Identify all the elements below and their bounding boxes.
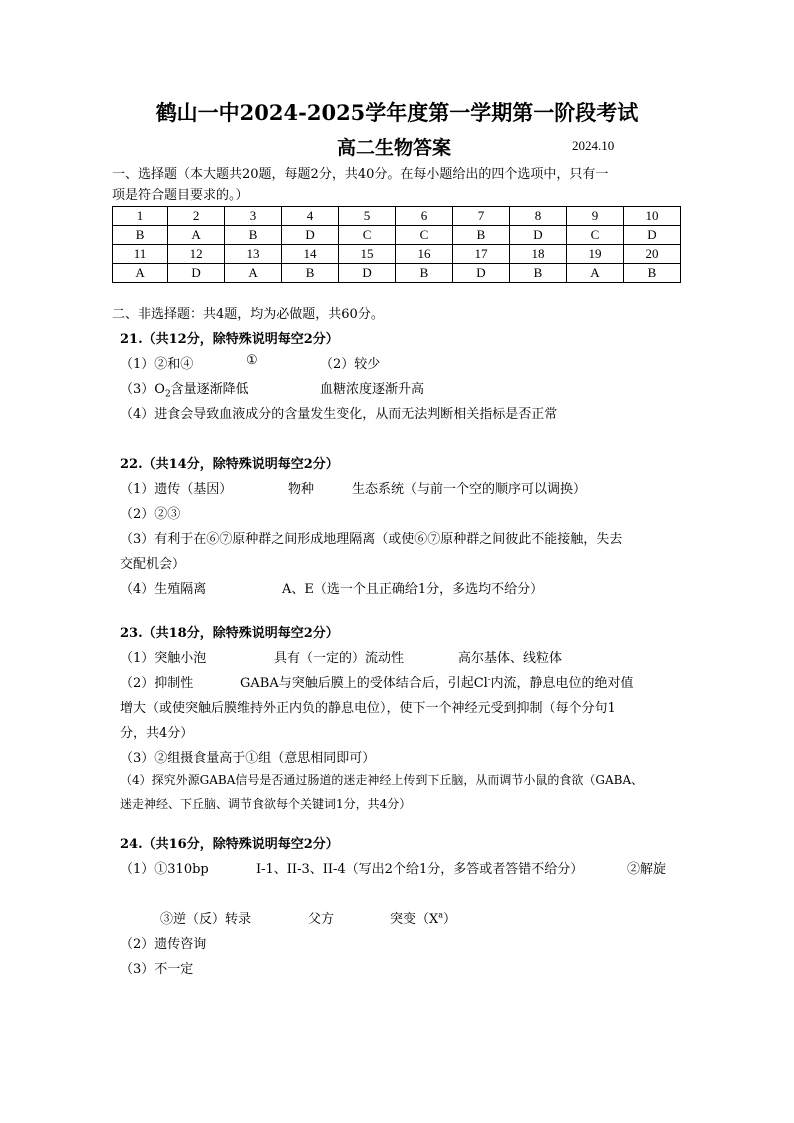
part2-intro: 二、非选择题：共4题，均为必做题，共60分。	[112, 307, 384, 322]
q21-answer-1a: （1）②和④	[120, 357, 194, 372]
table-cell: 5	[339, 207, 396, 226]
q22-answer-1b: 物种	[288, 482, 315, 497]
table-cell: 20	[623, 245, 680, 264]
q21-answer-1b: ①	[246, 353, 258, 368]
q23-answer-2-line2: 增大（或使突触后膜维持外正内负的静息电位），使下一个神经元受到抑制（每个分句1	[120, 701, 616, 716]
exam-date: 2024.10	[572, 138, 615, 153]
q23-answer-2b	[240, 672, 634, 691]
table-cell: 19	[566, 245, 623, 264]
q23-answer-2-line3: 分，共4分）	[120, 726, 194, 741]
q24-answer-1f	[390, 908, 456, 927]
table-row	[113, 245, 681, 264]
table-cell: D	[168, 264, 225, 283]
q21-header: 21.（共12分，除特殊说明每空2分）	[120, 332, 339, 347]
q21-answer-3a-text: （3）O	[120, 382, 165, 397]
table-cell: C	[396, 226, 453, 245]
table-cell: 7	[453, 207, 510, 226]
table-cell: A	[168, 226, 225, 245]
table-cell: D	[339, 264, 396, 283]
chloride-superscript: -	[487, 674, 491, 684]
table-cell: A	[113, 264, 168, 283]
table-cell: 8	[509, 207, 566, 226]
table-cell: 14	[282, 245, 339, 264]
q24-answer-3: （3）不一定	[120, 962, 194, 977]
q21-answer-4: （4）进食会导致血液成分的含量发生变化，从而无法判断相关指标是否正常	[120, 407, 558, 422]
exam-title: 鹤山一中2024-2025学年度第一学期第一阶段考试	[155, 100, 639, 125]
q21-answer-2: （2）较少	[320, 357, 381, 372]
q22-answer-4a: （4）生殖隔离	[120, 582, 207, 597]
q23-answer-2b-text: GABA与突触后膜上的受体结合后，引起Cl	[240, 676, 488, 691]
table-cell: 16	[396, 245, 453, 264]
q21-answer-3a	[120, 378, 249, 400]
table-cell: D	[282, 226, 339, 245]
part1-intro-line1: 一、选择题（本大题共20题，每题2分，共40分。在每小题给出的四个选项中，只有一	[112, 167, 609, 182]
table-cell: B	[623, 264, 680, 283]
table-cell: D	[623, 226, 680, 245]
q23-answer-2b-rest: 内流，静息电位的绝对值	[490, 676, 634, 691]
table-cell: B	[453, 226, 510, 245]
q22-answer-3-line2: 交配机会）	[120, 557, 186, 572]
q22-header: 22.（共14分，除特殊说明每空2分）	[120, 457, 339, 472]
q23-answer-4-line2: 迷走神经、下丘脑、调节食欲每个关键词1分，共4分）	[120, 797, 412, 811]
part1-intro-line2: 项是符合题目要求的。）	[112, 188, 249, 203]
table-cell: 10	[623, 207, 680, 226]
q24-answer-1c: ②解旋	[627, 862, 667, 877]
table-cell: B	[509, 264, 566, 283]
q24-answer-1b: I-1、II-3、II-4（写出2个给1分，多答或者答错不给分）	[256, 862, 584, 877]
table-cell: B	[282, 264, 339, 283]
q23-answer-1b: 具有（一定的）流动性	[274, 651, 405, 666]
table-cell: 1	[113, 207, 168, 226]
q22-answer-4b: A、E（选一个且正确给1分，多选均不给分）	[282, 582, 544, 597]
table-cell: A	[225, 264, 282, 283]
table-cell: 12	[168, 245, 225, 264]
oxygen-subscript: 2	[164, 389, 171, 400]
q23-header: 23.（共18分，除特殊说明每空2分）	[120, 626, 339, 641]
table-cell: C	[566, 226, 623, 245]
table-row	[113, 226, 681, 245]
q23-answer-4-line1: （4）探究外源GABA信号是否通过肠道的迷走神经上传到下丘脑，从而调节小鼠的食欲（GABA、	[120, 773, 644, 787]
q23-answer-1a: （1）突触小泡	[120, 651, 207, 666]
q24-header: 24.（共16分，除特殊说明每空2分）	[120, 837, 339, 852]
q24-answer-2: （2）遗传咨询	[120, 937, 207, 952]
table-cell: B	[396, 264, 453, 283]
q22-answer-1c: 生态系统（与前一个空的顺序可以调换）	[352, 482, 587, 497]
q23-answer-3: （3）②组摄食量高于①组（意思相同即可）	[120, 751, 376, 766]
q24-answer-1a: （1）①310bp	[120, 862, 209, 877]
q21-answer-3a-rest: 含量逐渐降低	[170, 382, 249, 397]
table-cell: A	[566, 264, 623, 283]
answer-table	[112, 206, 681, 283]
table-row	[113, 264, 681, 283]
q22-answer-2: （2）②③	[120, 507, 181, 522]
table-cell: 9	[566, 207, 623, 226]
table-cell: B	[225, 226, 282, 245]
table-cell: C	[339, 226, 396, 245]
table-cell: 15	[339, 245, 396, 264]
table-cell: B	[113, 226, 168, 245]
table-cell: 18	[509, 245, 566, 264]
table-cell: 13	[225, 245, 282, 264]
table-cell: 11	[113, 245, 168, 264]
q24-answer-1d: ③逆（反）转录	[160, 912, 252, 927]
q22-answer-1a: （1）遗传（基因）	[120, 482, 233, 497]
table-cell: 3	[225, 207, 282, 226]
q24-answer-1f-close: ）	[443, 912, 457, 927]
table-cell: 4	[282, 207, 339, 226]
q22-answer-3-line1: （3）有利于在⑥⑦原种群之间形成地理隔离（或使⑥⑦原种群之间彼此不能接触，失去	[120, 532, 623, 547]
q21-answer-3b: 血糖浓度逐渐升高	[320, 382, 425, 397]
q23-answer-1c: 高尔基体、线粒体	[458, 651, 563, 666]
q24-answer-1f-text: 突变（X	[390, 912, 439, 927]
table-cell: 17	[453, 245, 510, 264]
answer-subtitle: 高二生物答案	[337, 137, 452, 159]
q23-answer-2a: （2）抑制性	[120, 676, 194, 691]
table-cell: D	[453, 264, 510, 283]
allele-superscript: a	[438, 910, 444, 920]
table-cell: 2	[168, 207, 225, 226]
q24-answer-1e: 父方	[308, 912, 335, 927]
table-row	[113, 207, 681, 226]
table-cell: 6	[396, 207, 453, 226]
table-cell: D	[509, 226, 566, 245]
